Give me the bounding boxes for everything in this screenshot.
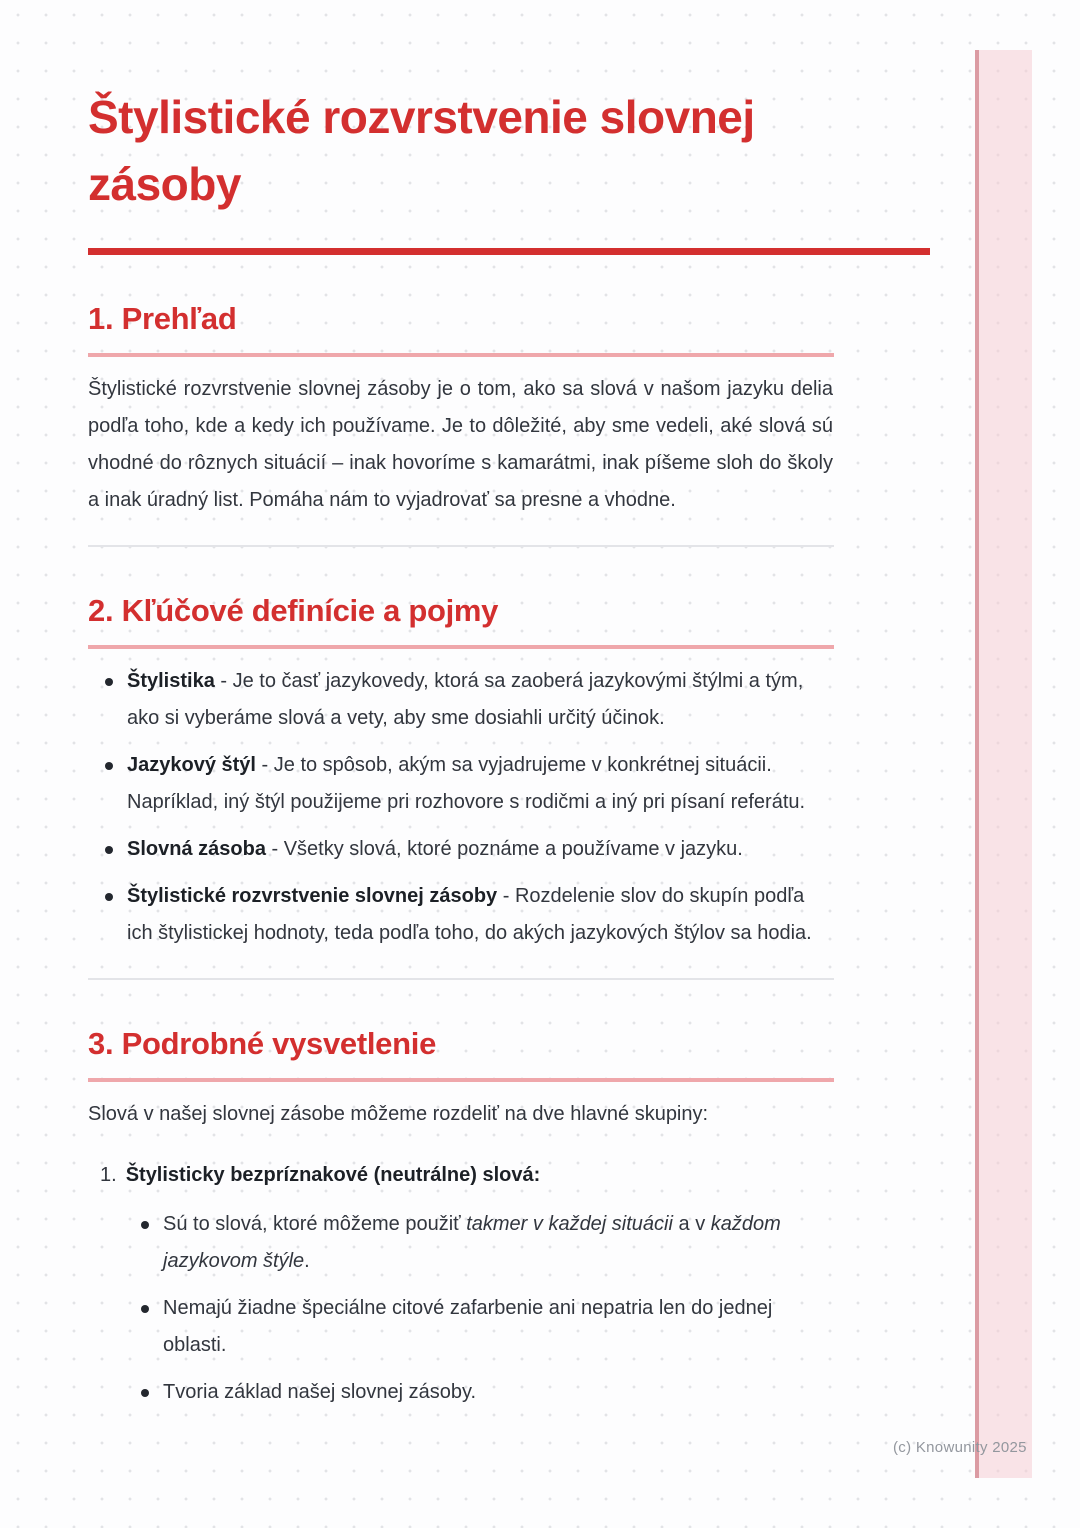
- section-divider: [88, 545, 834, 547]
- section-heading-vysvetlenie: 3. Podrobné vysvetlenie: [88, 1026, 437, 1061]
- sub-bullet-item: [124, 1290, 824, 1364]
- section-underline: [88, 1078, 834, 1082]
- definition-term: Slovná zásoba: [127, 838, 266, 860]
- document-title: Štylistické rozvrstvenie slovnej zásoby: [88, 91, 755, 210]
- section-vysvetlenie: [88, 1026, 1080, 1411]
- section-prehlad: [88, 301, 1080, 519]
- italic-run: každom jazykovom štýle: [163, 1213, 781, 1272]
- title-rule: [88, 248, 930, 255]
- footer-credit: (c) Knowunity 2025: [893, 1439, 1027, 1456]
- sub-bullet-list: [124, 1206, 824, 1411]
- bullet-marker: [141, 1221, 149, 1229]
- text-run: .: [304, 1250, 310, 1272]
- bullet-marker: [105, 846, 113, 854]
- section-underline: [88, 353, 834, 357]
- definition-item: [88, 747, 833, 821]
- item-number: 1.: [100, 1164, 117, 1186]
- definition-text: [127, 831, 833, 868]
- definition-list: [88, 663, 833, 952]
- item-title: Štylisticky bezpríznakové (neutrálne) slová:: [125, 1164, 541, 1186]
- bullet-marker: [105, 678, 113, 686]
- numbered-item: [88, 1157, 845, 1194]
- sub-bullet-text: [163, 1206, 824, 1280]
- section-paragraph: Štylistické rozvrstvenie slovnej zásoby je o tom, ako sa slová v našom jazyku delia podľa toho, kde a kedy ich používame. Je to dôležité, aby sme vedeli, aké slová sú vhodné do rôznych situácií – inak hovoríme s kamarátmi, inak píšeme sloh do školy a inak úradný list. Pomáha nám to vyjadrovať sa presne a vhodne.: [88, 378, 833, 511]
- definition-text: [127, 878, 833, 952]
- side-strip: [975, 50, 1032, 1478]
- definition-item: [88, 831, 833, 868]
- section-divider: [88, 978, 834, 980]
- section-intro: Slová v našej slovnej zásobe môžeme rozdeliť na dve hlavné skupiny:: [88, 1103, 709, 1125]
- definition-body: Všetky slová, ktoré poznáme a používame v jazyku.: [283, 838, 743, 860]
- sub-bullet-text: Tvoria základ našej slovnej zásoby.: [163, 1381, 477, 1403]
- bullet-marker: [141, 1305, 149, 1313]
- section-underline: [88, 645, 834, 649]
- definition-term: Štylistika: [127, 670, 215, 692]
- definition-body: Je to časť jazykovedy, ktorá sa zaoberá jazykovými štýlmi a tým, ako si vyberáme slová a vety, aby sme dosiahli určitý účinok.: [127, 670, 804, 729]
- section-heading-definicie: 2. Kľúčové definície a pojmy: [88, 593, 499, 628]
- definition-body: Rozdelenie slov do skupín podľa ich štylistickej hodnoty, teda podľa toho, do akých jazykových štýlov sa hodia.: [127, 885, 812, 944]
- text-run: a v: [672, 1213, 711, 1235]
- definition-separator: -: [265, 838, 284, 860]
- bullet-marker: [105, 893, 113, 901]
- italic-run: takmer v každej situácii: [466, 1213, 673, 1235]
- sub-bullet-item: [124, 1374, 824, 1411]
- bullet-marker: [105, 762, 113, 770]
- definition-separator: -: [497, 885, 515, 907]
- bullet-marker: [141, 1389, 149, 1397]
- definition-text: [127, 663, 833, 737]
- definition-separator: -: [255, 754, 274, 776]
- definition-term: Jazykový štýl: [127, 754, 256, 776]
- definition-item: [88, 878, 833, 952]
- definition-separator: -: [214, 670, 233, 692]
- section-definicie: [88, 593, 1080, 952]
- definition-text: [127, 747, 833, 821]
- text-run: Sú to slová, ktoré môžeme použiť: [163, 1213, 467, 1235]
- definition-item: [88, 663, 833, 737]
- section-heading-prehlad: 1. Prehľad: [88, 301, 237, 336]
- definition-term: Štylistické rozvrstvenie slovnej zásoby: [127, 885, 498, 907]
- sub-bullet-item: [124, 1206, 824, 1280]
- sub-bullet-text: Nemajú žiadne špeciálne citové zafarbenie ani nepatria len do jednej oblasti.: [163, 1297, 773, 1356]
- definition-body: Je to spôsob, akým sa vyjadrujeme v konkrétnej situácii. Napríklad, iný štýl použijeme pri rozhovore s rodičmi a iný pri písaní referátu.: [127, 754, 806, 813]
